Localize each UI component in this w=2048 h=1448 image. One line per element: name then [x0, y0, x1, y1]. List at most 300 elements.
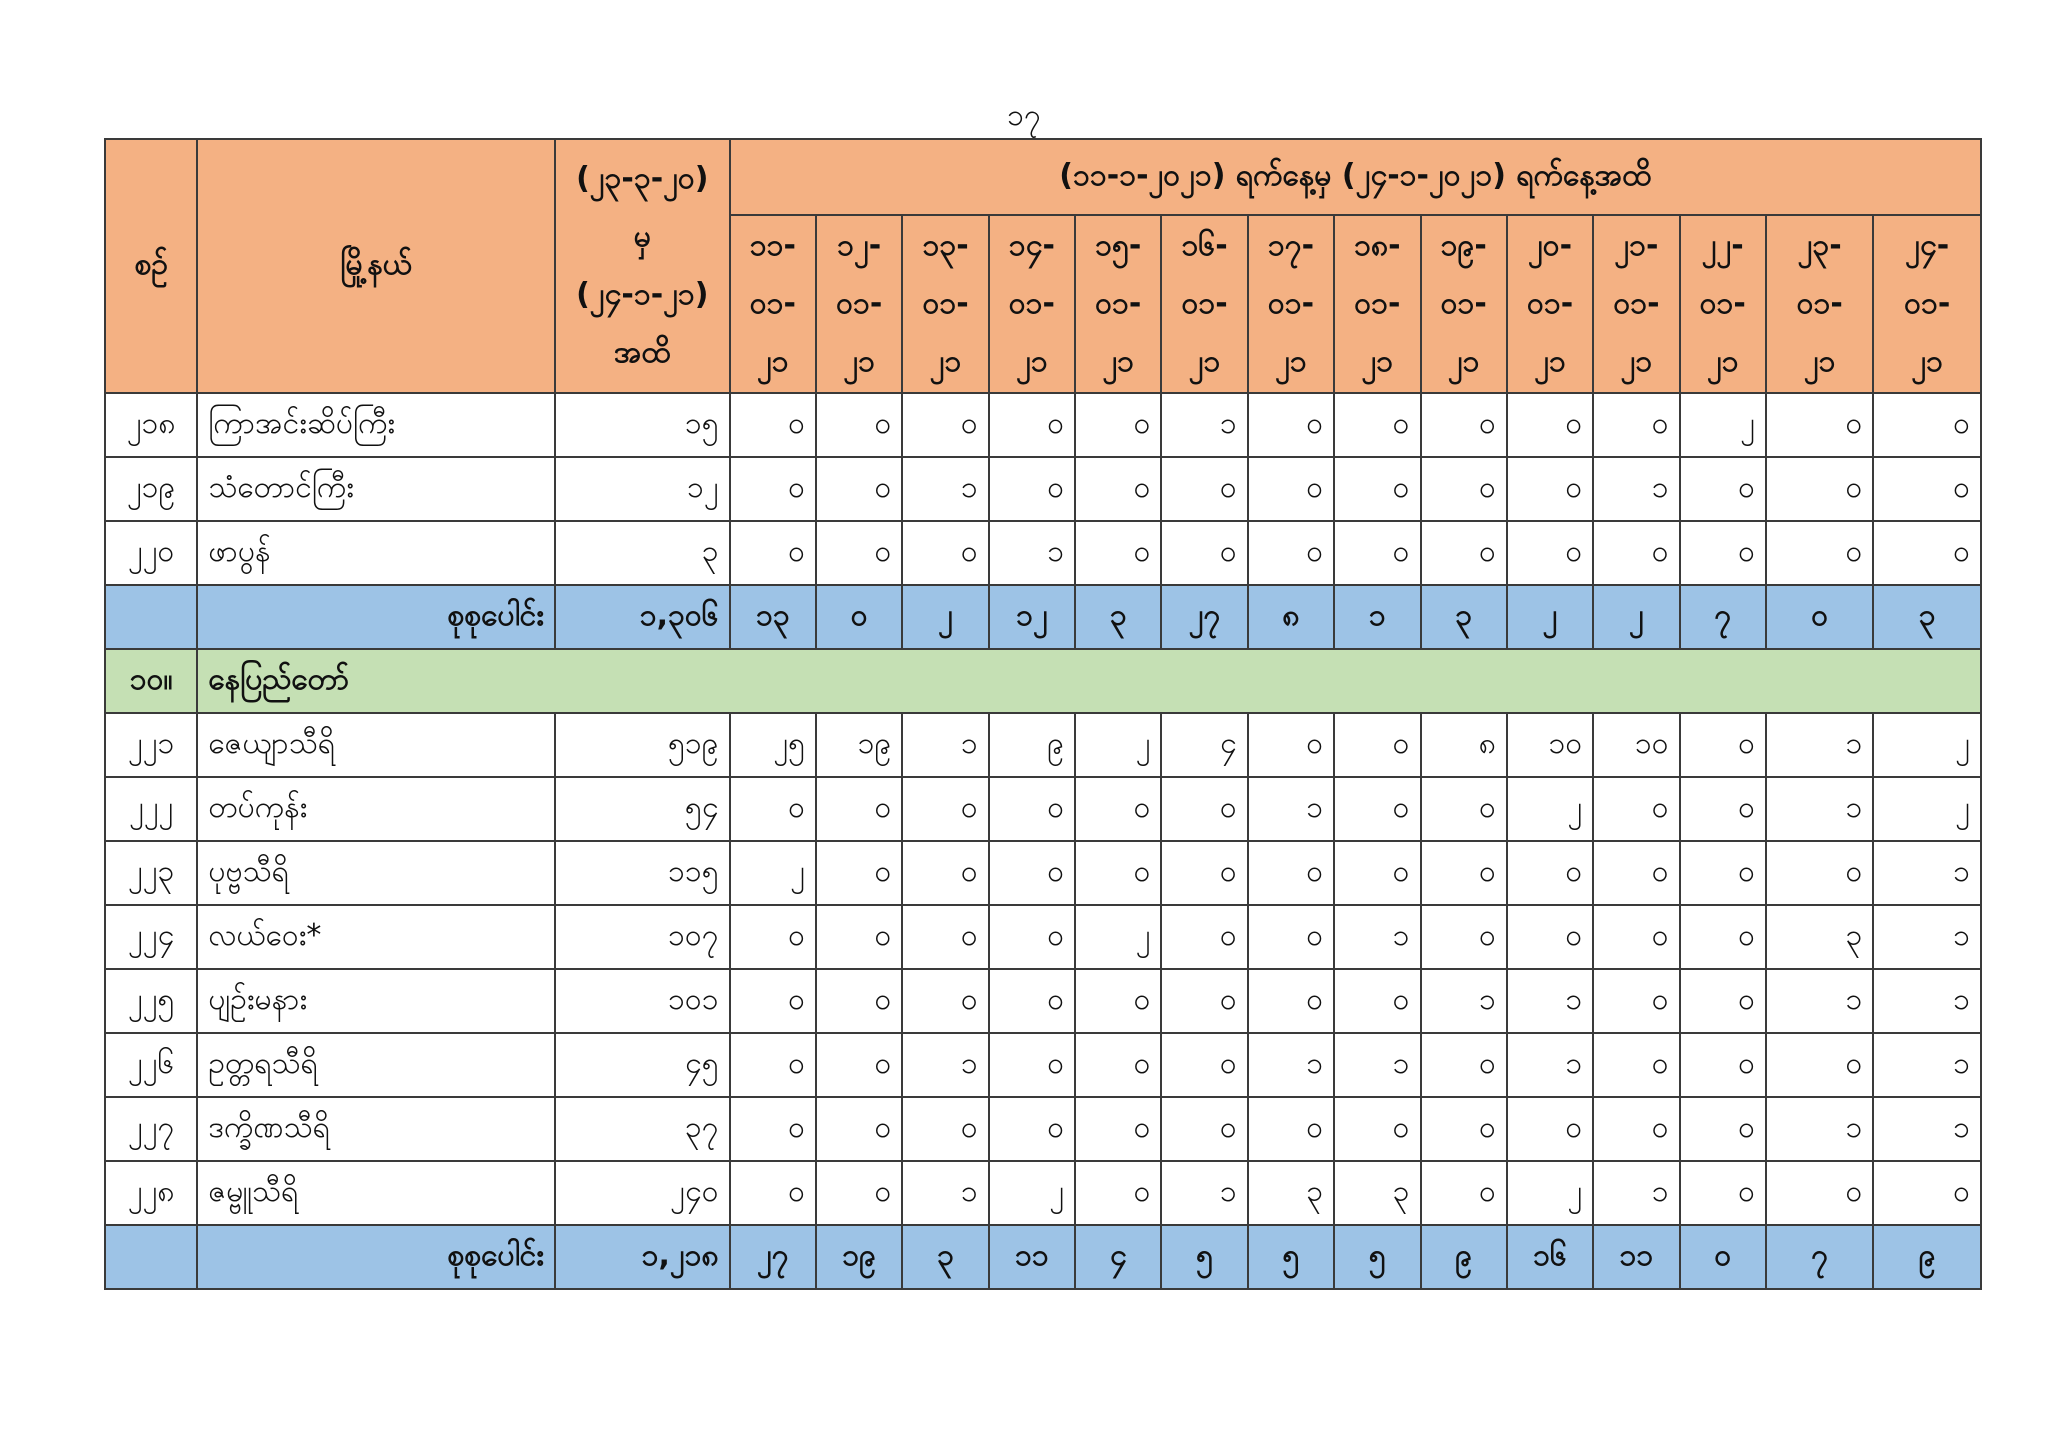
daily-count-cell: ၀: [989, 905, 1075, 969]
daily-count-cell: ၀: [1334, 521, 1420, 585]
daily-count-cell: ၀: [816, 841, 902, 905]
daily-count-cell: ၀: [1334, 393, 1420, 457]
date-header-line: ၀၁-: [1181, 286, 1228, 321]
daily-count-cell: ၈: [1248, 585, 1334, 649]
daily-count-cell: ၇: [1766, 1225, 1873, 1289]
date-header-line: ၀၁-: [922, 286, 969, 321]
daily-count-cell: ၁၆: [1507, 1225, 1593, 1289]
daily-count-cell: ၀: [902, 777, 988, 841]
daily-count-cell: ၀: [1334, 713, 1420, 777]
date-header-line: ၂၁: [757, 344, 789, 379]
cumulative-header-line: မှ: [633, 219, 651, 254]
cumulative-cell: ၅၁၉: [555, 713, 730, 777]
serial-cell: ၂၂၀: [105, 521, 197, 585]
cumulative-cell: ၁၀၇: [555, 905, 730, 969]
date-column-header: [1873, 215, 1981, 393]
table-row: [105, 521, 1981, 585]
township-name: သံတောင်ကြီး: [197, 457, 555, 521]
daily-count-cell: ၁: [1873, 969, 1981, 1033]
column-header-township: မြို့နယ်: [197, 139, 555, 393]
daily-count-cell: ၀: [1161, 905, 1247, 969]
daily-count-cell: ၀: [1334, 457, 1420, 521]
daily-count-cell: ၀: [1680, 1161, 1766, 1225]
daily-count-cell: ၀: [1075, 777, 1161, 841]
daily-count-cell: ၀: [1075, 1097, 1161, 1161]
daily-count-cell: ၀: [1421, 393, 1507, 457]
daily-count-cell: ၀: [1248, 713, 1334, 777]
date-header-line: ၀၁-: [1354, 286, 1401, 321]
daily-count-cell: ၁: [1248, 777, 1334, 841]
daily-count-cell: ၀: [816, 905, 902, 969]
daily-count-cell: ၀: [1075, 969, 1161, 1033]
serial-cell: [105, 585, 197, 649]
daily-count-cell: ၂: [1593, 585, 1679, 649]
table-row: [105, 1033, 1981, 1097]
date-header-line: ၂၄-: [1905, 228, 1950, 263]
daily-count-cell: ၀: [1766, 457, 1873, 521]
daily-count-cell: ၀: [1421, 1097, 1507, 1161]
date-header-line: ၂၁-: [1614, 228, 1659, 263]
daily-count-cell: ၁: [1334, 905, 1420, 969]
daily-count-cell: ၁၁: [1593, 1225, 1679, 1289]
township-name: ဒက္ခိဏသီရိ: [197, 1097, 555, 1161]
table-row: [105, 841, 1981, 905]
daily-count-cell: ၀: [1075, 393, 1161, 457]
total-label: စုစုပေါင်း: [197, 585, 555, 649]
date-column-header: [902, 215, 988, 393]
column-header-period: (၁၁-၁-၂၀၂၁) ရက်နေ့မှ (၂၄-၁-၂၀၂၁) ရက်နေ့အထိ: [730, 139, 1981, 215]
table-row: [105, 457, 1981, 521]
daily-count-cell: ၃: [1873, 585, 1981, 649]
date-header-line: ၂၁: [1016, 344, 1048, 379]
daily-count-cell: ၂၇: [1161, 585, 1247, 649]
daily-count-cell: ၁: [1334, 1033, 1420, 1097]
cumulative-cell: ၁၂: [555, 457, 730, 521]
date-header-line: ၂၁: [1620, 344, 1653, 379]
daily-count-cell: ၀: [902, 969, 988, 1033]
cumulative-header-line: အထိ: [614, 335, 671, 370]
date-column-header: [1507, 215, 1593, 393]
serial-cell: ၂၂၂: [105, 777, 197, 841]
daily-count-cell: ၀: [1248, 905, 1334, 969]
daily-count-cell: ၀: [1075, 841, 1161, 905]
cumulative-cell: ၁၅: [555, 393, 730, 457]
daily-count-cell: ၁: [1873, 1033, 1981, 1097]
daily-count-cell: ၀: [816, 585, 902, 649]
date-header-line: ၂၁: [929, 344, 962, 379]
daily-count-cell: ၀: [816, 777, 902, 841]
daily-count-cell: ၂: [1873, 777, 1981, 841]
cumulative-cell: ၁၀၁: [555, 969, 730, 1033]
daily-count-cell: ၀: [989, 1097, 1075, 1161]
daily-count-cell: ၂: [1507, 1161, 1593, 1225]
page-number: ၁၇: [1007, 98, 1041, 133]
date-column-header: [1766, 215, 1873, 393]
daily-count-cell: ၁: [902, 1033, 988, 1097]
daily-count-cell: ၀: [1507, 393, 1593, 457]
date-header-line: ၀၁-: [749, 286, 796, 321]
daily-count-cell: ၂: [1075, 905, 1161, 969]
daily-count-cell: ၀: [1161, 521, 1247, 585]
date-header-line: ၂၁: [1447, 344, 1480, 379]
date-header-line: ၂၁: [1911, 344, 1944, 379]
daily-count-cell: ၀: [1593, 905, 1679, 969]
daily-count-cell: ၈: [1421, 713, 1507, 777]
daily-count-cell: ၀: [1421, 1033, 1507, 1097]
daily-count-cell: ၀: [902, 393, 988, 457]
daily-count-cell: ၀: [730, 393, 816, 457]
daily-count-cell: ၀: [1248, 457, 1334, 521]
table-row: [105, 969, 1981, 1033]
serial-cell: ၂၁၈: [105, 393, 197, 457]
daily-count-cell: ၀: [1248, 521, 1334, 585]
daily-count-cell: ၀: [730, 905, 816, 969]
date-header-line: ၁၁-: [749, 228, 796, 263]
daily-count-cell: ၅: [1334, 1225, 1420, 1289]
daily-count-cell: ၀: [1680, 713, 1766, 777]
total-row: [105, 585, 1981, 649]
date-column-header: [1593, 215, 1679, 393]
cumulative-cell: ၅၄: [555, 777, 730, 841]
daily-count-cell: ၁: [1593, 457, 1679, 521]
daily-count-cell: ၀: [902, 1097, 988, 1161]
daily-count-cell: ၀: [1593, 1097, 1679, 1161]
daily-count-cell: ၁: [1873, 905, 1981, 969]
table-row: [105, 905, 1981, 969]
daily-count-cell: ၀: [989, 457, 1075, 521]
daily-count-cell: ၀: [1161, 457, 1247, 521]
daily-count-cell: ၀: [816, 1097, 902, 1161]
township-name: တပ်ကုန်း: [197, 777, 555, 841]
date-header-line: ၂၁: [1275, 344, 1307, 379]
daily-count-cell: ၀: [1766, 393, 1873, 457]
daily-count-cell: ၀: [1075, 1161, 1161, 1225]
date-column-header: [989, 215, 1075, 393]
serial-cell: ၂၂၅: [105, 969, 197, 1033]
daily-count-cell: ၀: [1680, 969, 1766, 1033]
daily-count-cell: ၁: [1873, 841, 1981, 905]
date-header-line: ၂၁: [843, 344, 875, 379]
daily-count-cell: ၂: [1873, 713, 1981, 777]
daily-count-cell: ၀: [902, 841, 988, 905]
cumulative-cell: ၃၇: [555, 1097, 730, 1161]
daily-count-cell: ၁၀: [1507, 713, 1593, 777]
daily-count-cell: ၀: [1680, 777, 1766, 841]
daily-count-cell: ၉: [989, 713, 1075, 777]
daily-count-cell: ၁: [1766, 1097, 1873, 1161]
date-header-line: ၁၃-: [922, 228, 969, 263]
township-name: ဇေယျာသီရိ: [197, 713, 555, 777]
date-column-header: [730, 215, 816, 393]
date-header-line: ၀၁-: [1095, 286, 1142, 321]
table-row: [105, 777, 1981, 841]
daily-count-cell: ၀: [1507, 841, 1593, 905]
daily-count-cell: ၀: [1873, 1161, 1981, 1225]
date-header-line: ၂၁: [1706, 344, 1739, 379]
daily-count-cell: ၁၉: [816, 713, 902, 777]
date-header-line: ၂၁: [1361, 344, 1394, 379]
daily-count-cell: ၀: [1680, 841, 1766, 905]
cumulative-cell: ၁,၃၀၆: [555, 585, 730, 649]
daily-count-cell: ၉: [1873, 1225, 1981, 1289]
daily-count-cell: ၂: [1507, 585, 1593, 649]
daily-count-cell: ၀: [1680, 905, 1766, 969]
daily-count-cell: ၀: [902, 521, 988, 585]
daily-count-cell: ၀: [1766, 1161, 1873, 1225]
daily-count-cell: ၀: [1507, 1097, 1593, 1161]
daily-count-cell: ၁၁: [989, 1225, 1075, 1289]
daily-count-cell: ၀: [1593, 393, 1679, 457]
daily-count-cell: ၀: [1766, 1033, 1873, 1097]
daily-count-cell: ၂၇: [730, 1225, 816, 1289]
date-header-line: ၂၀-: [1528, 228, 1573, 263]
daily-count-cell: ၁၂: [989, 585, 1075, 649]
serial-cell: ၂၂၇: [105, 1097, 197, 1161]
daily-count-cell: ၀: [1593, 521, 1679, 585]
daily-count-cell: ၁၉: [816, 1225, 902, 1289]
township-name: ဖာပွန်: [197, 521, 555, 585]
daily-count-cell: ၀: [1248, 841, 1334, 905]
township-name: လယ်ဝေး*: [197, 905, 555, 969]
date-header-line: ၂၃-: [1797, 228, 1842, 263]
section-row: [105, 649, 1981, 713]
cumulative-header-line: (၂၃-၃-၂၀): [576, 161, 709, 196]
daily-count-cell: ၉: [1421, 1225, 1507, 1289]
daily-count-cell: ၁: [902, 713, 988, 777]
cumulative-cell: ၂၄၀: [555, 1161, 730, 1225]
cumulative-header-line: (၂၄-၁-၂၁): [576, 277, 709, 312]
daily-count-cell: ၅: [1161, 1225, 1247, 1289]
daily-count-cell: ၀: [902, 905, 988, 969]
daily-count-cell: ၀: [1161, 777, 1247, 841]
daily-count-cell: ၀: [730, 1097, 816, 1161]
date-column-header: [1421, 215, 1507, 393]
township-name: ကြာအင်းဆိပ်ကြီး: [197, 393, 555, 457]
daily-count-cell: ၀: [816, 1033, 902, 1097]
serial-cell: ၂၂၆: [105, 1033, 197, 1097]
daily-count-cell: ၁: [1248, 1033, 1334, 1097]
daily-count-cell: ၁: [1766, 713, 1873, 777]
daily-count-cell: ၀: [1161, 1097, 1247, 1161]
daily-count-cell: ၃: [902, 1225, 988, 1289]
date-header-line: ၁၇-: [1267, 228, 1315, 263]
daily-count-cell: ၀: [1873, 457, 1981, 521]
daily-count-cell: ၀: [1593, 1033, 1679, 1097]
daily-count-cell: ၀: [730, 969, 816, 1033]
daily-count-cell: ၀: [1075, 1033, 1161, 1097]
date-column-header: [1075, 215, 1161, 393]
daily-count-cell: ၀: [1334, 1097, 1420, 1161]
date-header-line: ၁၄-: [1008, 228, 1055, 263]
daily-count-cell: ၀: [1075, 521, 1161, 585]
township-name: ပုဗ္ဗသီရိ: [197, 841, 555, 905]
table-row: [105, 393, 1981, 457]
township-name: ဇမ္ဗူသီရိ: [197, 1161, 555, 1225]
daily-count-cell: ၀: [1421, 521, 1507, 585]
daily-count-cell: ၃: [1421, 585, 1507, 649]
daily-count-cell: ၁: [1421, 969, 1507, 1033]
date-header-line: ၀၁-: [1613, 286, 1660, 321]
daily-count-cell: ၀: [1507, 457, 1593, 521]
daily-count-cell: ၀: [1680, 457, 1766, 521]
daily-count-cell: ၀: [816, 457, 902, 521]
daily-count-cell: ၀: [730, 1161, 816, 1225]
daily-count-cell: ၂: [1075, 713, 1161, 777]
daily-count-cell: ၁၀: [1593, 713, 1679, 777]
daily-count-cell: ၀: [1421, 841, 1507, 905]
daily-count-cell: ၅: [1248, 1225, 1334, 1289]
column-header-serial: စဉ်: [105, 139, 197, 393]
date-header-line: ၀၁-: [1796, 286, 1843, 321]
daily-count-cell: ၀: [1766, 841, 1873, 905]
serial-cell: ၂၂၁: [105, 713, 197, 777]
daily-count-cell: ၀: [1680, 1033, 1766, 1097]
daily-count-cell: ၀: [1593, 777, 1679, 841]
daily-count-cell: ၀: [816, 521, 902, 585]
cumulative-cell: ၁,၂၁၈: [555, 1225, 730, 1289]
daily-count-cell: ၁၃: [730, 585, 816, 649]
daily-count-cell: ၁: [989, 521, 1075, 585]
daily-count-cell: ၂: [1507, 777, 1593, 841]
table-row: [105, 713, 1981, 777]
daily-count-cell: ၃: [1248, 1161, 1334, 1225]
daily-count-cell: ၀: [1334, 969, 1420, 1033]
daily-count-cell: ၀: [1248, 1097, 1334, 1161]
date-header-line: ၀၁-: [1267, 286, 1315, 321]
date-header-line: ၂၁: [1188, 344, 1221, 379]
daily-count-cell: ၁: [902, 1161, 988, 1225]
daily-count-cell: ၀: [1593, 841, 1679, 905]
daily-count-cell: ၀: [1766, 521, 1873, 585]
serial-cell: ၂၁၉: [105, 457, 197, 521]
daily-count-cell: ၀: [1593, 969, 1679, 1033]
date-header-line: ၁၉-: [1440, 228, 1487, 263]
daily-count-cell: ၀: [1075, 457, 1161, 521]
daily-count-cell: ၁: [1507, 1033, 1593, 1097]
date-column-header: [1248, 215, 1334, 393]
daily-count-cell: ၀: [730, 1033, 816, 1097]
table-row: [105, 1097, 1981, 1161]
date-header-line: ၀၁-: [1008, 286, 1055, 321]
date-header-line: ၀၁-: [1699, 286, 1746, 321]
daily-count-cell: ၀: [816, 393, 902, 457]
serial-cell: [105, 1225, 197, 1289]
cumulative-cell: ၃: [555, 521, 730, 585]
total-row: [105, 1225, 1981, 1289]
daily-count-cell: ၃: [1334, 1161, 1420, 1225]
daily-count-cell: ၀: [989, 969, 1075, 1033]
daily-count-cell: ၀: [1680, 521, 1766, 585]
date-column-header: [1334, 215, 1420, 393]
date-header-line: ၁၅-: [1095, 228, 1142, 263]
daily-count-cell: ၀: [989, 1033, 1075, 1097]
daily-count-cell: ၀: [1248, 969, 1334, 1033]
daily-count-cell: ၀: [1334, 841, 1420, 905]
daily-count-cell: ၀: [730, 777, 816, 841]
daily-count-cell: ၂၅: [730, 713, 816, 777]
daily-count-cell: ၀: [1507, 521, 1593, 585]
date-header-line: ၁၈-: [1354, 228, 1401, 263]
daily-count-cell: ၁: [1161, 1161, 1247, 1225]
daily-count-cell: ၀: [989, 777, 1075, 841]
column-header-cumulative: [555, 139, 730, 393]
table-row: [105, 1161, 1981, 1225]
daily-count-cell: ၄: [1075, 1225, 1161, 1289]
date-header-line: ၂၁: [1803, 344, 1836, 379]
daily-count-cell: ၀: [1873, 521, 1981, 585]
daily-count-cell: ၀: [1680, 1097, 1766, 1161]
daily-count-cell: ၀: [816, 1161, 902, 1225]
section-number: ၁၀။: [105, 649, 197, 713]
daily-count-cell: ၀: [1680, 1225, 1766, 1289]
serial-cell: ၂၂၃: [105, 841, 197, 905]
daily-count-cell: ၂: [1680, 393, 1766, 457]
daily-count-cell: ၁: [1507, 969, 1593, 1033]
daily-count-cell: ၂: [989, 1161, 1075, 1225]
township-name: ဥတ္တရသီရိ: [197, 1033, 555, 1097]
daily-count-cell: ၀: [1421, 1161, 1507, 1225]
daily-count-cell: ၀: [730, 457, 816, 521]
serial-cell: ၂၂၈: [105, 1161, 197, 1225]
daily-count-cell: ၀: [816, 969, 902, 1033]
date-column-header: [816, 215, 902, 393]
daily-count-cell: ၃: [1766, 905, 1873, 969]
daily-count-cell: ၀: [1334, 777, 1420, 841]
daily-count-cell: ၀: [1873, 393, 1981, 457]
covid-cases-table: [104, 138, 1982, 1290]
daily-count-cell: ၃: [1075, 585, 1161, 649]
cumulative-cell: ၄၅: [555, 1033, 730, 1097]
daily-count-cell: ၁: [1766, 969, 1873, 1033]
date-header-line: ၀၁-: [1904, 286, 1951, 321]
daily-count-cell: ၀: [1161, 969, 1247, 1033]
date-header-line: ၀၁-: [836, 286, 883, 321]
daily-count-cell: ၇: [1680, 585, 1766, 649]
date-header-line: ၂၁: [1102, 344, 1135, 379]
daily-count-cell: ၀: [1766, 585, 1873, 649]
daily-count-cell: ၀: [989, 393, 1075, 457]
section-title: နေပြည်တော်: [197, 649, 1981, 713]
date-header-line: ၀၁-: [1440, 286, 1487, 321]
daily-count-cell: ၀: [1507, 905, 1593, 969]
daily-count-cell: ၀: [1248, 393, 1334, 457]
daily-count-cell: ၁: [1593, 1161, 1679, 1225]
daily-count-cell: ၀: [1161, 841, 1247, 905]
daily-count-cell: ၀: [1161, 1033, 1247, 1097]
daily-count-cell: ၀: [730, 521, 816, 585]
serial-cell: ၂၂၄: [105, 905, 197, 969]
date-header-line: ၂၁: [1534, 344, 1566, 379]
total-label: စုစုပေါင်း: [197, 1225, 555, 1289]
daily-count-cell: ၁: [1334, 585, 1420, 649]
daily-count-cell: ၁: [1161, 393, 1247, 457]
daily-count-cell: ၂: [902, 585, 988, 649]
daily-count-cell: ၁: [1766, 777, 1873, 841]
daily-count-cell: ၀: [1421, 457, 1507, 521]
daily-count-cell: ၀: [989, 841, 1075, 905]
date-column-header: [1161, 215, 1247, 393]
date-header-line: ၁၆-: [1181, 228, 1228, 263]
date-header-line: ၀၁-: [1526, 286, 1574, 321]
township-name: ပျဉ်းမနား: [197, 969, 555, 1033]
daily-count-cell: ၂: [730, 841, 816, 905]
daily-count-cell: ၁: [1873, 1097, 1981, 1161]
date-header-line: ၁၂-: [837, 228, 882, 263]
daily-count-cell: ၁: [902, 457, 988, 521]
daily-count-cell: ၄: [1161, 713, 1247, 777]
date-column-header: [1680, 215, 1766, 393]
daily-count-cell: ၀: [1421, 777, 1507, 841]
